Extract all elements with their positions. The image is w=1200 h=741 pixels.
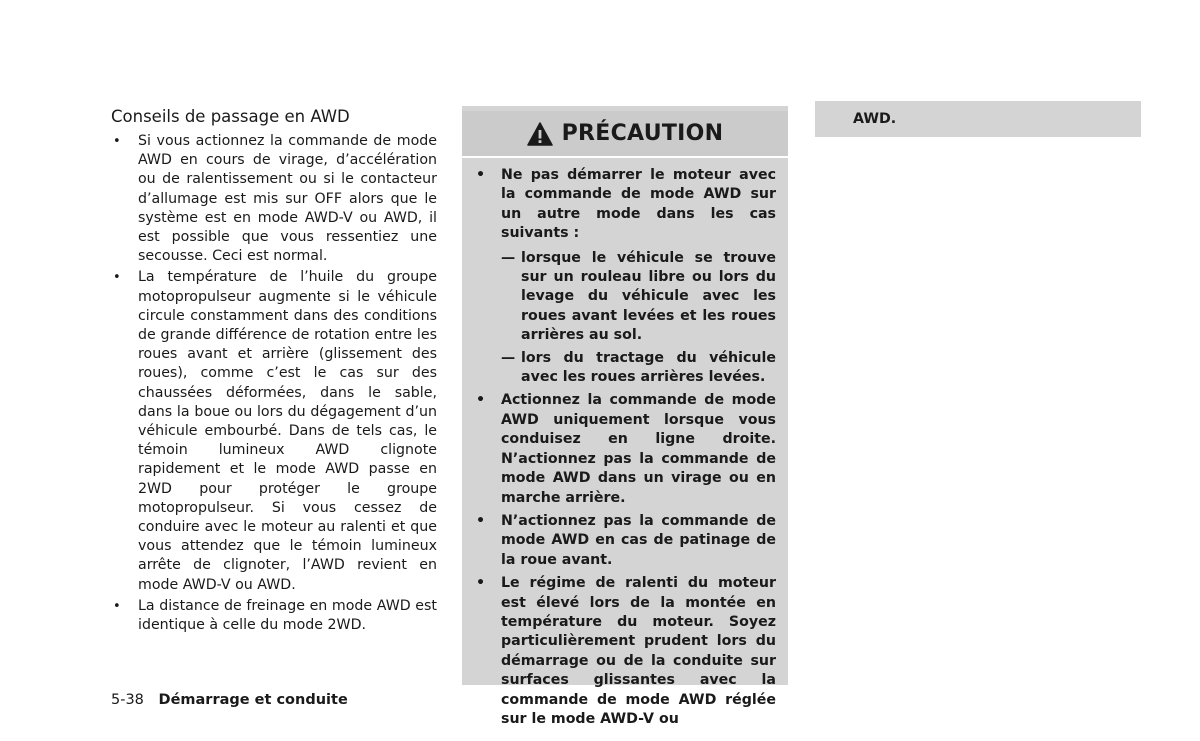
page-number: 5-38 [111,692,144,708]
caution-subitem: — lorsque le véhicule se trouve sur un rouleau libre ou lors du levage du véhicule avec les roues avant levées et les roues arrières au sol. [501,249,776,346]
caution-title: PRÉCAUTION [561,121,724,146]
caution-item: • Actionnez la commande de mode AWD uniquement lorsque vous conduisez en ligne droite. N’actionnez pas la commande de mode AWD dans un virage ou en marche arrière. [474,391,776,507]
caution-list [474,166,776,729]
tips-list [111,132,437,635]
left-column [111,106,437,637]
caution-header [462,111,788,158]
caution-box [462,106,788,727]
caution-item: • Le régime de ralenti du moteur est élevé lors de la montée en température du moteur. Soyez particulièrement prudent lors du démarrage ou de la conduite sur surfaces glissantes avec la commande de mode AWD réglée sur le mode AWD-V ou [474,574,776,729]
caution-body [462,158,788,729]
tip-item: • Si vous actionnez la commande de mode AWD en cours de virage, d’accélération ou de ralentissement ou si le contacteur d’allumage est mis sur OFF alors que le système est en mode AWD-V ou AWD, il est possible que vous ressentiez une secousse. Ceci est normal. [111,132,437,266]
caution-item-text: Ne pas démarrer le moteur avec la commande de mode AWD sur un autre mode dans les cas suivants : [501,167,776,242]
section-heading: Conseils de passage en AWD [111,107,350,126]
caution-continued-text: AWD. [853,111,897,127]
warning-triangle-icon [527,122,553,146]
tip-item: • La température de l’huile du groupe motopropulseur augmente si le véhicule circule constamment dans des conditions de grande différence de rotation entre les roues avant et arrière (glissement des roues), comme c’est le cas sur des chaussées déformées, dans le sable, dans la boue ou lors du dégagement d’un véhicule embourbé. Dans de tels cas, le témoin lumineux AWD clignote rapidement et le mode AWD passe en 2WD pour protéger le groupe motopropulseur. Si vous cessez de conduire avec le moteur au ralenti et que vous attendez que le témoin lumineux arrête de clignoter, l’AWD revient en mode AWD-V ou AWD. [111,268,437,594]
caution-sublist [501,249,776,388]
tip-item: • La distance de freinage en mode AWD est identique à celle du mode 2WD. [111,597,437,635]
section-title: Démarrage et conduite [158,692,348,708]
caution-subitem: — lors du tractage du véhicule avec les roues arrières levées. [501,349,776,388]
page-footer [111,692,348,708]
caution-item [474,166,776,387]
caution-item: • N’actionnez pas la commande de mode AWD en cas de patinage de la roue avant. [474,512,776,570]
caution-continuation [815,101,1141,137]
